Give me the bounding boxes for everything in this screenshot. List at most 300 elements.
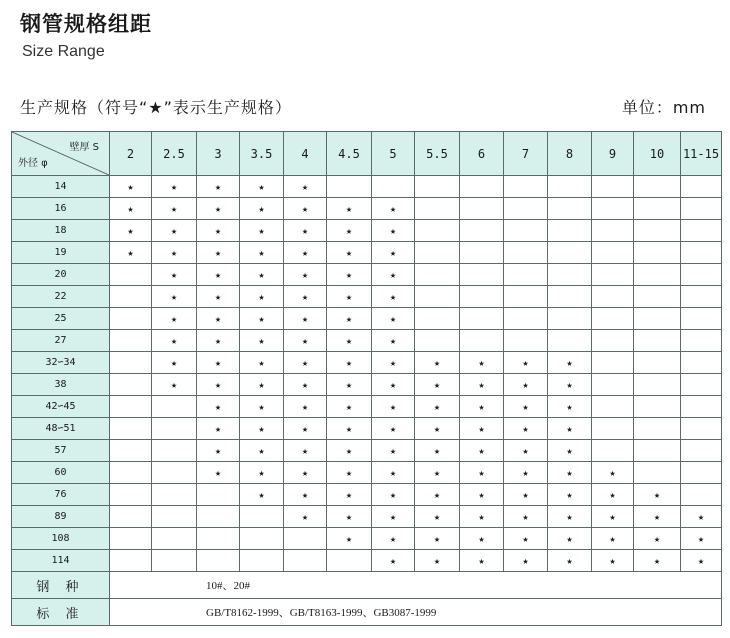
spec-cell bbox=[504, 418, 548, 440]
header-row bbox=[12, 132, 722, 176]
star-icon: ★ bbox=[389, 314, 397, 325]
star-icon: ★ bbox=[522, 358, 529, 369]
spec-cell bbox=[372, 176, 415, 198]
spec-cell bbox=[415, 242, 460, 264]
spec-cell bbox=[504, 374, 548, 396]
table-row bbox=[12, 396, 722, 418]
spec-cell bbox=[197, 264, 240, 286]
spec-cell bbox=[372, 352, 415, 374]
spec-cell bbox=[240, 220, 284, 242]
standard-row bbox=[12, 599, 722, 626]
spec-cell bbox=[152, 308, 197, 330]
spec-cell bbox=[110, 176, 152, 198]
spec-cell bbox=[372, 308, 415, 330]
spec-cell bbox=[284, 220, 327, 242]
spec-cell bbox=[372, 286, 415, 308]
spec-cell bbox=[110, 550, 152, 572]
star-icon: ★ bbox=[345, 204, 353, 215]
spec-cell bbox=[284, 550, 327, 572]
star-icon: ★ bbox=[566, 468, 573, 479]
spec-cell bbox=[592, 308, 634, 330]
wall-thickness-header: 7 bbox=[504, 132, 548, 176]
star-icon: ★ bbox=[214, 248, 222, 259]
spec-cell bbox=[110, 264, 152, 286]
spec-cell bbox=[504, 550, 548, 572]
spec-cell bbox=[327, 220, 372, 242]
outer-diameter-cell: 16 bbox=[12, 198, 110, 220]
spec-cell bbox=[372, 198, 415, 220]
star-icon: ★ bbox=[566, 424, 573, 435]
spec-cell bbox=[681, 484, 722, 506]
spec-cell bbox=[152, 506, 197, 528]
star-icon: ★ bbox=[566, 446, 573, 457]
spec-cell bbox=[504, 264, 548, 286]
star-icon: ★ bbox=[214, 226, 222, 237]
spec-cell bbox=[110, 396, 152, 418]
table-row bbox=[12, 176, 722, 198]
star-icon: ★ bbox=[301, 292, 309, 303]
spec-cell bbox=[327, 484, 372, 506]
star-icon: ★ bbox=[258, 270, 265, 281]
spec-cell bbox=[197, 396, 240, 418]
outer-diameter-cell: 14 bbox=[12, 176, 110, 198]
spec-cell bbox=[548, 286, 592, 308]
star-icon: ★ bbox=[214, 204, 222, 215]
table-row bbox=[12, 440, 722, 462]
spec-cell bbox=[592, 220, 634, 242]
spec-cell bbox=[681, 462, 722, 484]
wall-thickness-label: 壁厚 S bbox=[69, 142, 99, 153]
star-icon: ★ bbox=[389, 270, 397, 281]
steel-grade-label: 钢 种 bbox=[12, 572, 110, 599]
spec-cell bbox=[284, 528, 327, 550]
spec-cell bbox=[548, 352, 592, 374]
outer-diameter-cell: 76 bbox=[12, 484, 110, 506]
spec-cell bbox=[284, 396, 327, 418]
star-icon: ★ bbox=[301, 446, 309, 457]
spec-cell bbox=[460, 506, 504, 528]
spec-cell bbox=[504, 198, 548, 220]
star-icon: ★ bbox=[566, 512, 573, 523]
star-icon: ★ bbox=[301, 490, 309, 501]
table-row bbox=[12, 374, 722, 396]
spec-cell bbox=[592, 374, 634, 396]
star-icon: ★ bbox=[345, 490, 353, 501]
spec-cell bbox=[460, 242, 504, 264]
spec-cell bbox=[372, 440, 415, 462]
spec-cell bbox=[634, 374, 681, 396]
spec-cell bbox=[415, 264, 460, 286]
legend-note: 生产规格（符号“★”表示生产规格） bbox=[20, 98, 292, 117]
star-icon: ★ bbox=[345, 336, 353, 347]
star-icon: ★ bbox=[433, 380, 441, 391]
wall-thickness-header: 4.5 bbox=[327, 132, 372, 176]
spec-cell bbox=[372, 484, 415, 506]
spec-cell bbox=[634, 242, 681, 264]
spec-cell bbox=[110, 220, 152, 242]
spec-cell bbox=[327, 506, 372, 528]
spec-cell bbox=[110, 484, 152, 506]
spec-cell bbox=[240, 550, 284, 572]
spec-cell bbox=[197, 374, 240, 396]
spec-cell bbox=[504, 484, 548, 506]
spec-cell bbox=[152, 264, 197, 286]
star-icon: ★ bbox=[609, 512, 616, 523]
star-icon: ★ bbox=[653, 534, 661, 545]
spec-cell bbox=[327, 550, 372, 572]
spec-cell bbox=[504, 506, 548, 528]
star-icon: ★ bbox=[522, 490, 529, 501]
star-icon: ★ bbox=[301, 182, 309, 193]
spec-cell bbox=[110, 418, 152, 440]
spec-cell bbox=[372, 242, 415, 264]
spec-cell bbox=[240, 528, 284, 550]
spec-cell bbox=[548, 374, 592, 396]
star-icon: ★ bbox=[170, 314, 178, 325]
star-icon: ★ bbox=[345, 446, 353, 457]
star-icon: ★ bbox=[609, 556, 616, 567]
star-icon: ★ bbox=[389, 292, 397, 303]
spec-cell bbox=[240, 440, 284, 462]
unit-label: 单位：mm bbox=[621, 98, 706, 117]
spec-cell bbox=[634, 176, 681, 198]
star-icon: ★ bbox=[478, 556, 485, 567]
page-title: 钢管规格组距 bbox=[20, 12, 152, 36]
spec-cell bbox=[460, 220, 504, 242]
spec-cell bbox=[504, 176, 548, 198]
spec-cell bbox=[592, 440, 634, 462]
star-icon: ★ bbox=[566, 556, 573, 567]
spec-cell bbox=[110, 286, 152, 308]
spec-cell bbox=[110, 352, 152, 374]
star-icon: ★ bbox=[697, 556, 705, 567]
star-icon: ★ bbox=[609, 534, 616, 545]
spec-cell bbox=[504, 242, 548, 264]
spec-cell bbox=[415, 506, 460, 528]
spec-cell bbox=[240, 418, 284, 440]
spec-cell bbox=[592, 418, 634, 440]
header-corner bbox=[12, 132, 110, 176]
outer-diameter-cell: 38 bbox=[12, 374, 110, 396]
star-icon: ★ bbox=[170, 380, 178, 391]
star-icon: ★ bbox=[389, 534, 397, 545]
outer-diameter-cell: 60 bbox=[12, 462, 110, 484]
star-icon: ★ bbox=[389, 402, 397, 413]
star-icon: ★ bbox=[697, 534, 705, 545]
star-icon: ★ bbox=[433, 358, 441, 369]
spec-cell bbox=[197, 286, 240, 308]
spec-cell bbox=[284, 308, 327, 330]
table-row bbox=[12, 462, 722, 484]
spec-cell bbox=[592, 198, 634, 220]
spec-cell bbox=[548, 550, 592, 572]
spec-cell bbox=[284, 242, 327, 264]
outer-diameter-cell: 18 bbox=[12, 220, 110, 242]
spec-cell bbox=[504, 528, 548, 550]
star-icon: ★ bbox=[258, 336, 265, 347]
star-icon: ★ bbox=[433, 534, 441, 545]
spec-cell bbox=[634, 528, 681, 550]
spec-cell bbox=[327, 330, 372, 352]
spec-cell bbox=[460, 264, 504, 286]
star-icon: ★ bbox=[258, 248, 265, 259]
spec-cell bbox=[197, 176, 240, 198]
spec-cell bbox=[415, 220, 460, 242]
star-icon: ★ bbox=[301, 226, 309, 237]
star-icon: ★ bbox=[258, 446, 265, 457]
outer-diameter-cell: 89 bbox=[12, 506, 110, 528]
spec-cell bbox=[152, 352, 197, 374]
spec-cell bbox=[681, 352, 722, 374]
spec-cell bbox=[152, 550, 197, 572]
star-icon: ★ bbox=[258, 204, 265, 215]
spec-cell bbox=[548, 506, 592, 528]
star-icon: ★ bbox=[301, 358, 309, 369]
spec-cell bbox=[327, 418, 372, 440]
spec-cell bbox=[197, 220, 240, 242]
star-icon: ★ bbox=[653, 556, 661, 567]
star-icon: ★ bbox=[127, 204, 134, 215]
spec-cell bbox=[681, 440, 722, 462]
spec-cell bbox=[197, 528, 240, 550]
star-icon: ★ bbox=[389, 248, 397, 259]
spec-cell bbox=[548, 242, 592, 264]
outer-diameter-cell: 42∽45 bbox=[12, 396, 110, 418]
spec-cell bbox=[415, 528, 460, 550]
wall-thickness-header: 5.5 bbox=[415, 132, 460, 176]
spec-cell bbox=[592, 550, 634, 572]
star-icon: ★ bbox=[478, 468, 485, 479]
table-row bbox=[12, 308, 722, 330]
spec-cell bbox=[415, 352, 460, 374]
outer-diameter-cell: 108 bbox=[12, 528, 110, 550]
spec-cell bbox=[372, 506, 415, 528]
wall-thickness-header: 3.5 bbox=[240, 132, 284, 176]
spec-cell bbox=[372, 264, 415, 286]
star-icon: ★ bbox=[258, 424, 265, 435]
spec-cell bbox=[681, 550, 722, 572]
wall-thickness-header: 5 bbox=[372, 132, 415, 176]
spec-cell bbox=[152, 242, 197, 264]
star-icon: ★ bbox=[258, 292, 265, 303]
star-icon: ★ bbox=[522, 380, 529, 391]
spec-cell bbox=[415, 550, 460, 572]
table-row bbox=[12, 242, 722, 264]
star-icon: ★ bbox=[522, 468, 529, 479]
spec-cell bbox=[592, 484, 634, 506]
wall-thickness-header: 10 bbox=[634, 132, 681, 176]
spec-cell bbox=[634, 286, 681, 308]
spec-cell bbox=[372, 418, 415, 440]
star-icon: ★ bbox=[258, 468, 265, 479]
star-icon: ★ bbox=[522, 556, 529, 567]
spec-cell bbox=[284, 374, 327, 396]
spec-cell bbox=[284, 440, 327, 462]
star-icon: ★ bbox=[301, 424, 309, 435]
spec-cell bbox=[372, 528, 415, 550]
spec-cell bbox=[460, 286, 504, 308]
spec-cell bbox=[110, 330, 152, 352]
star-icon: ★ bbox=[345, 534, 353, 545]
table-row bbox=[12, 506, 722, 528]
table-row bbox=[12, 528, 722, 550]
star-icon: ★ bbox=[522, 534, 529, 545]
spec-cell bbox=[592, 176, 634, 198]
steel-grade-value: 10#、20# bbox=[110, 572, 722, 599]
spec-cell bbox=[327, 242, 372, 264]
star-icon: ★ bbox=[609, 468, 616, 479]
spec-cell bbox=[197, 462, 240, 484]
spec-cell bbox=[197, 484, 240, 506]
wall-thickness-header: 2 bbox=[110, 132, 152, 176]
star-icon: ★ bbox=[522, 446, 529, 457]
spec-cell bbox=[152, 528, 197, 550]
spec-cell bbox=[415, 330, 460, 352]
wall-thickness-header: 6 bbox=[460, 132, 504, 176]
star-icon: ★ bbox=[214, 182, 222, 193]
spec-cell bbox=[152, 418, 197, 440]
star-icon: ★ bbox=[389, 424, 397, 435]
star-icon: ★ bbox=[433, 512, 441, 523]
spec-cell bbox=[415, 462, 460, 484]
star-icon: ★ bbox=[389, 556, 397, 567]
star-icon: ★ bbox=[214, 402, 222, 413]
star-icon: ★ bbox=[170, 358, 178, 369]
spec-cell bbox=[110, 506, 152, 528]
spec-cell bbox=[681, 264, 722, 286]
outer-diameter-cell: 114 bbox=[12, 550, 110, 572]
star-icon: ★ bbox=[389, 204, 397, 215]
spec-cell bbox=[240, 462, 284, 484]
star-icon: ★ bbox=[301, 270, 309, 281]
spec-cell bbox=[460, 176, 504, 198]
spec-cell bbox=[634, 484, 681, 506]
spec-cell bbox=[548, 220, 592, 242]
table-row bbox=[12, 550, 722, 572]
spec-cell bbox=[372, 374, 415, 396]
star-icon: ★ bbox=[301, 336, 309, 347]
spec-cell bbox=[197, 330, 240, 352]
wall-thickness-header: 3 bbox=[197, 132, 240, 176]
spec-cell bbox=[197, 352, 240, 374]
spec-cell bbox=[240, 374, 284, 396]
spec-cell bbox=[240, 308, 284, 330]
spec-cell bbox=[681, 308, 722, 330]
spec-cell bbox=[548, 418, 592, 440]
star-icon: ★ bbox=[170, 248, 178, 259]
spec-cell bbox=[681, 506, 722, 528]
spec-cell bbox=[592, 242, 634, 264]
spec-cell bbox=[110, 308, 152, 330]
spec-cell bbox=[240, 198, 284, 220]
spec-cell bbox=[240, 242, 284, 264]
star-icon: ★ bbox=[258, 182, 265, 193]
table-row bbox=[12, 418, 722, 440]
star-icon: ★ bbox=[478, 358, 485, 369]
spec-cell bbox=[240, 484, 284, 506]
star-icon: ★ bbox=[389, 336, 397, 347]
spec-cell bbox=[327, 352, 372, 374]
wall-thickness-header: 2.5 bbox=[152, 132, 197, 176]
star-icon: ★ bbox=[478, 446, 485, 457]
star-icon: ★ bbox=[301, 402, 309, 413]
star-icon: ★ bbox=[214, 292, 222, 303]
star-icon: ★ bbox=[127, 248, 134, 259]
spec-cell bbox=[197, 550, 240, 572]
star-icon: ★ bbox=[258, 314, 265, 325]
spec-cell bbox=[634, 198, 681, 220]
spec-cell bbox=[110, 374, 152, 396]
spec-cell bbox=[460, 528, 504, 550]
spec-cell bbox=[415, 176, 460, 198]
spec-cell bbox=[592, 396, 634, 418]
spec-cell bbox=[240, 506, 284, 528]
star-icon: ★ bbox=[127, 182, 134, 193]
star-icon: ★ bbox=[301, 380, 309, 391]
spec-cell bbox=[592, 286, 634, 308]
spec-cell bbox=[327, 286, 372, 308]
outer-diameter-cell: 19 bbox=[12, 242, 110, 264]
spec-cell bbox=[548, 330, 592, 352]
spec-cell bbox=[284, 352, 327, 374]
star-icon: ★ bbox=[258, 358, 265, 369]
spec-cell bbox=[460, 198, 504, 220]
page-subtitle: Size Range bbox=[22, 43, 105, 60]
star-icon: ★ bbox=[478, 512, 485, 523]
spec-cell bbox=[284, 198, 327, 220]
spec-cell bbox=[197, 308, 240, 330]
star-icon: ★ bbox=[345, 468, 353, 479]
spec-cell bbox=[634, 264, 681, 286]
spec-cell bbox=[460, 352, 504, 374]
star-icon: ★ bbox=[345, 358, 353, 369]
spec-cell bbox=[548, 484, 592, 506]
spec-cell bbox=[152, 396, 197, 418]
star-icon: ★ bbox=[389, 380, 397, 391]
star-icon: ★ bbox=[258, 380, 265, 391]
spec-cell bbox=[634, 352, 681, 374]
spec-cell bbox=[504, 440, 548, 462]
star-icon: ★ bbox=[345, 512, 353, 523]
star-icon: ★ bbox=[170, 204, 178, 215]
star-icon: ★ bbox=[389, 468, 397, 479]
spec-cell bbox=[372, 330, 415, 352]
spec-cell bbox=[240, 176, 284, 198]
spec-cell bbox=[592, 506, 634, 528]
spec-cell bbox=[681, 418, 722, 440]
spec-cell bbox=[681, 198, 722, 220]
star-icon: ★ bbox=[522, 402, 529, 413]
spec-cell bbox=[240, 330, 284, 352]
star-icon: ★ bbox=[170, 226, 178, 237]
spec-cell bbox=[110, 198, 152, 220]
spec-cell bbox=[681, 242, 722, 264]
spec-cell bbox=[592, 330, 634, 352]
star-icon: ★ bbox=[389, 226, 397, 237]
spec-cell bbox=[504, 308, 548, 330]
spec-cell bbox=[110, 528, 152, 550]
table-row bbox=[12, 264, 722, 286]
spec-cell bbox=[240, 264, 284, 286]
spec-cell bbox=[460, 308, 504, 330]
spec-cell bbox=[152, 286, 197, 308]
spec-cell bbox=[504, 286, 548, 308]
spec-cell bbox=[504, 330, 548, 352]
spec-cell bbox=[548, 198, 592, 220]
spec-cell bbox=[327, 176, 372, 198]
star-icon: ★ bbox=[609, 490, 616, 501]
spec-cell bbox=[372, 550, 415, 572]
